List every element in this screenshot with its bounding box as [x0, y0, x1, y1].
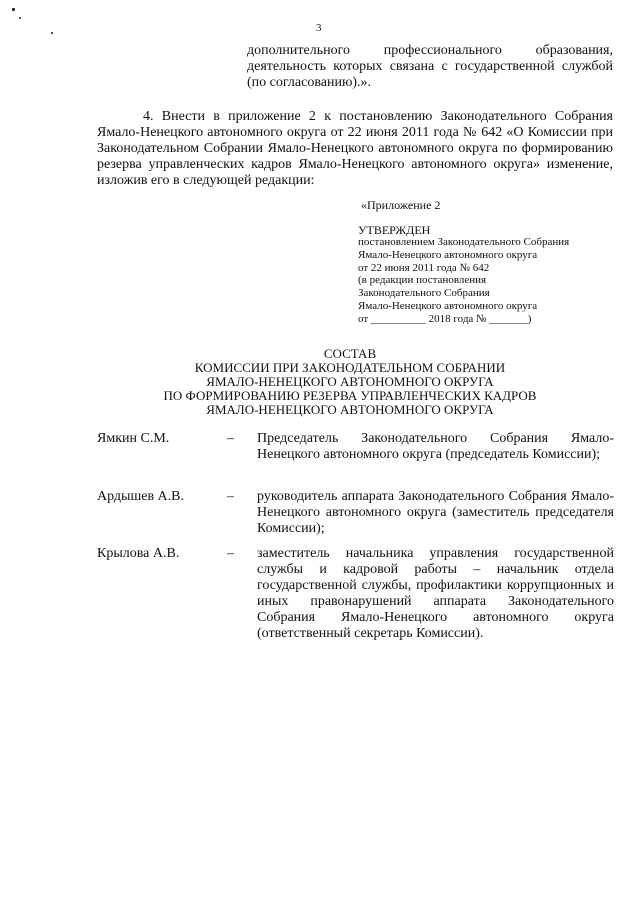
scan-speck	[12, 8, 15, 11]
document-title	[100, 347, 600, 417]
approval-block	[358, 236, 618, 326]
appendix-label: «Приложение 2	[361, 198, 441, 212]
page-number: 3	[316, 22, 322, 34]
member-name: Ямкин С.М.	[97, 431, 170, 446]
approval-line: Ямало-Ненецкого автономного округа	[358, 248, 538, 261]
continuation-text: дополнительного профессионального образования, деятельность которых связана с государственной службой (по согласованию).».	[247, 43, 613, 90]
member-role: заместитель начальника управления государственной службы и кадровой работы – начальник отдела государственной службы, профилактики коррупционных и иных правонарушений аппарата Законодательного Собрания Ямало-Ненецкого автономного округа (ответственный секретарь Комиссии).	[257, 546, 614, 641]
scan-speck	[19, 17, 21, 19]
approval-line: от __________ 2018 года № _______)	[358, 312, 532, 325]
member-role: Председатель Законодательного Собрания Ямало-Ненецкого автономного округа (председатель Комиссии);	[257, 431, 614, 462]
approval-line: (в редакции постановления	[358, 274, 487, 287]
member-dash: –	[227, 546, 234, 561]
approval-line: Законодательного Собрания	[358, 287, 490, 300]
title-line: ПО ФОРМИРОВАНИЮ РЕЗЕРВА УПРАВЛЕНЧЕСКИХ КАДРОВ	[163, 388, 537, 403]
member-dash: –	[227, 489, 234, 504]
member-name: Ардышев А.В.	[97, 489, 185, 504]
approval-line: постановлением Законодательного Собрания	[358, 236, 570, 248]
title-line: ЯМАЛО-НЕНЕЦКОГО АВТОНОМНОГО ОКРУГА	[206, 402, 494, 417]
paragraph-4: 4. Внести в приложение 2 к постановлению Законодательного Собрания Ямало-Ненецкого автономного округа от 22 июня 2011 года № 642 «О Комиссии при Законодательном Собрании Ямало-Ненецкого автономного округа по формированию резерва управленческих кадров Ямало-Ненецкого автономного округа» изменение, изложив его в следующей редакции:	[97, 109, 613, 188]
member-name: Крылова А.В.	[97, 546, 180, 561]
title-line: КОМИССИИ ПРИ ЗАКОНОДАТЕЛЬНОМ СОБРАНИИ	[194, 360, 506, 375]
member-dash: –	[227, 431, 234, 446]
member-role: руководитель аппарата Законодательного Собрания Ямало-Ненецкого автономного округа (заместитель председателя Комиссии);	[257, 489, 614, 536]
scan-speck	[51, 32, 53, 34]
approval-line: Ямало-Ненецкого автономного округа	[358, 299, 538, 312]
approval-line: от 22 июня 2011 года № 642	[358, 261, 490, 274]
approved-heading: УТВЕРЖДЕН	[358, 223, 431, 237]
title-line: СОСТАВ	[323, 346, 377, 361]
title-line: ЯМАЛО-НЕНЕЦКОГО АВТОНОМНОГО ОКРУГА	[206, 374, 494, 389]
